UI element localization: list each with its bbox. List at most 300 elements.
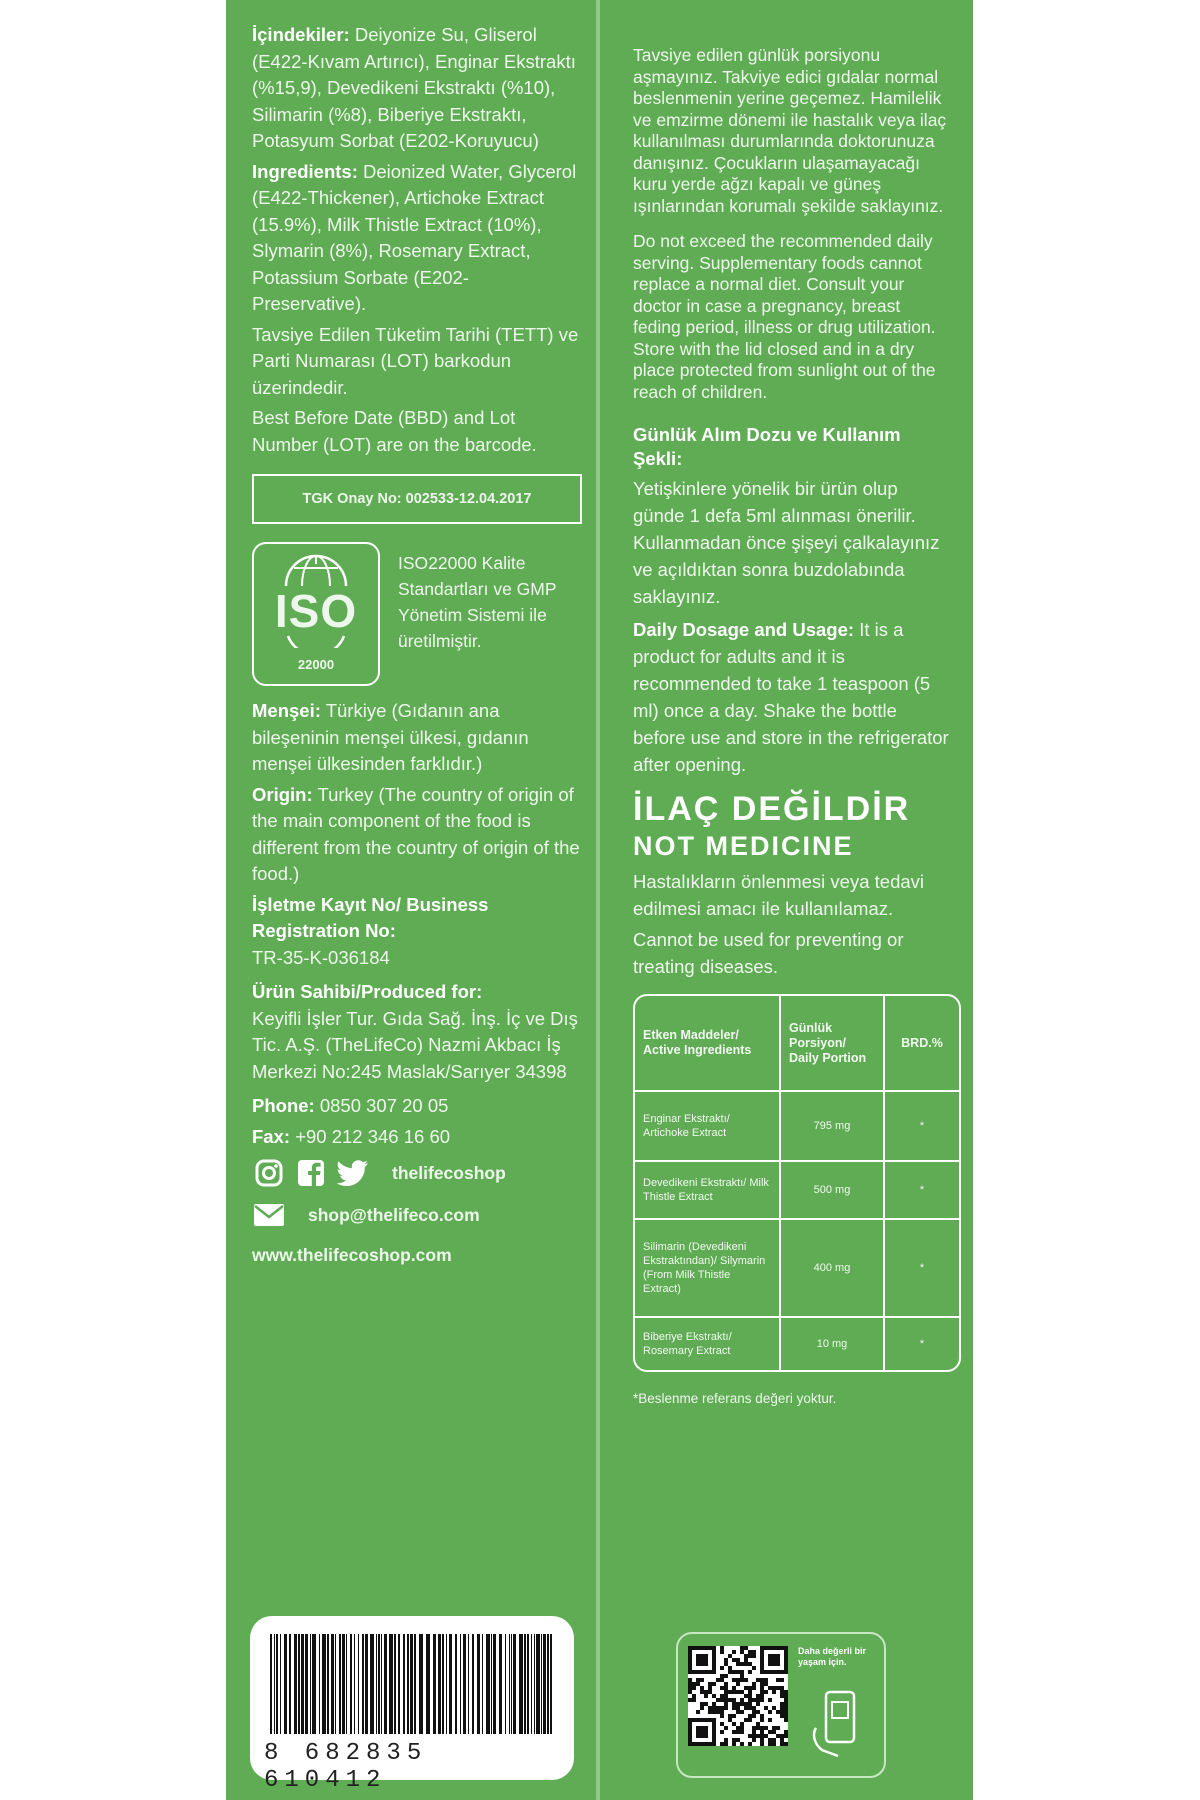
barcode-bar (298, 1634, 300, 1734)
qr-module (700, 1678, 704, 1682)
barcode-bar (376, 1634, 377, 1734)
qr-module (760, 1690, 764, 1694)
qr-module (696, 1658, 700, 1662)
barcode-bar (370, 1634, 374, 1734)
iso-badge-number: 22000 (297, 656, 335, 672)
qr-module (780, 1678, 784, 1682)
qr-code[interactable] (688, 1646, 788, 1746)
qr-module (752, 1726, 756, 1730)
qr-module (688, 1682, 692, 1686)
qr-module (688, 1646, 692, 1650)
qr-module (784, 1714, 788, 1718)
barcode-bar (477, 1634, 480, 1734)
dosage-tr-text: Yetişkinlere yönelik bir ürün olup günde 1 defa 5ml alınması önerilir. Kullanmadan önce şişeyi çalkalayınız ve açıldıktan sonra buzdolabında saklayınız. (633, 478, 940, 607)
qr-module (744, 1694, 748, 1698)
qr-module (768, 1698, 772, 1702)
qr-module (756, 1694, 760, 1698)
barcode-bar (486, 1634, 490, 1734)
qr-module (768, 1670, 772, 1674)
qr-module (780, 1690, 784, 1694)
qr-module (772, 1670, 776, 1674)
medicine-en-text: Cannot be used for preventing or treating diseases. (633, 929, 904, 977)
email-row (252, 1198, 582, 1232)
qr-module (728, 1666, 732, 1670)
email-link[interactable]: shop@thelifeco.com (308, 1204, 480, 1225)
qr-module (732, 1690, 736, 1694)
qr-module (772, 1730, 776, 1734)
barcode-bar (354, 1634, 355, 1734)
twitter-icon[interactable] (336, 1156, 370, 1190)
qr-module (784, 1702, 788, 1706)
qr-module (760, 1718, 764, 1722)
qr-module (724, 1694, 728, 1698)
barcode-bar (493, 1634, 496, 1734)
qr-module (740, 1702, 744, 1706)
qr-module (752, 1686, 756, 1690)
qr-module (784, 1710, 788, 1714)
qr-module (704, 1702, 708, 1706)
table-cell-ingredient: Biberiye Ekstraktı/ Rosemary Extract (635, 1318, 781, 1370)
bbd-note: Best Before Date (BBD) and Lot Number (LOT) are on the barcode. (252, 407, 537, 455)
qr-module (712, 1646, 716, 1650)
barcode-bar (499, 1634, 502, 1734)
qr-module (784, 1646, 788, 1650)
qr-module (760, 1698, 764, 1702)
qr-module (740, 1722, 744, 1726)
qr-module (772, 1738, 776, 1742)
qr-module (708, 1718, 712, 1722)
qr-module (692, 1718, 696, 1722)
qr-module (704, 1726, 708, 1730)
qr-module (732, 1702, 736, 1706)
qr-module (700, 1654, 704, 1658)
qr-module (748, 1670, 752, 1674)
qr-module (784, 1690, 788, 1694)
qr-module (784, 1654, 788, 1658)
qr-module (784, 1670, 788, 1674)
qr-module (776, 1654, 780, 1658)
qr-module (720, 1730, 724, 1734)
qr-module (768, 1658, 772, 1662)
qr-module (772, 1654, 776, 1658)
qr-module (688, 1658, 692, 1662)
barcode-bar (339, 1634, 341, 1734)
qr-module (724, 1698, 728, 1702)
qr-module (776, 1658, 780, 1662)
barcode-bar (519, 1634, 523, 1734)
qr-module (784, 1742, 788, 1746)
qr-module (784, 1650, 788, 1654)
qr-module (732, 1698, 736, 1702)
qr-module (760, 1694, 764, 1698)
qr-module (696, 1678, 700, 1682)
qr-module (776, 1646, 780, 1650)
social-handle[interactable]: thelifecoshop (392, 1162, 506, 1183)
qr-module (784, 1662, 788, 1666)
barcode-bar (524, 1634, 526, 1734)
qr-module (728, 1654, 732, 1658)
table-cell-ingredient: Silimarin (Devedikeni Ekstraktından)/ Silymarin (From Milk Thistle Extract) (635, 1220, 781, 1318)
barcode-bar (289, 1634, 291, 1734)
qr-module (696, 1730, 700, 1734)
instagram-icon[interactable] (252, 1156, 286, 1190)
qr-module (764, 1678, 768, 1682)
qr-module (732, 1742, 736, 1746)
qr-module (724, 1742, 728, 1746)
qr-module (700, 1670, 704, 1674)
barcode-bar (294, 1634, 297, 1734)
barcode-bar (322, 1634, 326, 1734)
phone-number: 0850 307 20 05 (319, 1095, 449, 1116)
barcode-bar (381, 1634, 382, 1734)
qr-module (704, 1658, 708, 1662)
barcode-number: 8 682835 610412 (264, 1740, 428, 1794)
fax-label: Fax: (252, 1125, 291, 1147)
iso-certification (252, 542, 582, 686)
qr-module (760, 1734, 764, 1738)
table-cell-ingredient: Enginar Ekstraktı/ Artichoke Extract (635, 1092, 781, 1162)
qr-note: Daha değerli bir yaşam için. (798, 1646, 867, 1667)
qr-module (712, 1710, 716, 1714)
qr-module (736, 1702, 740, 1706)
qr-module (696, 1710, 700, 1714)
table-cell-ingredient: Devedikeni Ekstraktı/ Milk Thistle Extract (635, 1162, 781, 1220)
left-column (252, 22, 582, 1269)
qr-module (700, 1742, 704, 1746)
qr-module (720, 1674, 724, 1678)
dosage-en-label: Daily Dosage and Usage: (633, 619, 855, 640)
qr-module (752, 1682, 756, 1686)
barcode-bar (543, 1634, 546, 1734)
qr-module (768, 1718, 772, 1722)
qr-module (700, 1734, 704, 1738)
qr-module (752, 1666, 756, 1670)
qr-module (700, 1686, 704, 1690)
qr-module (708, 1682, 712, 1686)
qr-module (724, 1738, 728, 1742)
qr-module (784, 1718, 788, 1722)
qr-module (732, 1738, 736, 1742)
qr-module (744, 1662, 748, 1666)
barcode-bar (455, 1634, 457, 1734)
medicine-tr-text: Hastalıkların önlenmesi veya tedavi edilmesi amacı ile kullanılamaz. (633, 871, 925, 919)
qr-module (736, 1738, 740, 1742)
qr-module (704, 1662, 708, 1666)
barcode-bar (460, 1634, 461, 1734)
qr-module (724, 1726, 728, 1730)
qr-module (748, 1742, 752, 1746)
qr-module (688, 1730, 692, 1734)
qr-module (760, 1662, 764, 1666)
ingredients-en-text: Deionized Water, Glycerol (E422-Thickener), Artichoke Extract (15.9%), Milk Thistle Extract (10%), Slymarin (8%), Rosemary Extract, Potassium Sorbate (E202-Preservative). (252, 160, 577, 314)
qr-module (712, 1662, 716, 1666)
not-medicine-heading-tr: İLAÇ DEĞİLDİR (633, 790, 911, 828)
origin-tr-label: Menşei: (252, 700, 321, 721)
qr-module (688, 1718, 692, 1722)
qr-module (784, 1706, 788, 1710)
qr-module (724, 1702, 728, 1706)
qr-module (740, 1698, 744, 1702)
fax-line (252, 1124, 582, 1151)
qr-module (752, 1698, 756, 1702)
qr-module (696, 1662, 700, 1666)
barcode-bar (511, 1634, 512, 1734)
qr-module (736, 1706, 740, 1710)
qr-module (740, 1710, 744, 1714)
barcode-bar (270, 1634, 272, 1734)
barcode-bar (463, 1634, 466, 1734)
qr-module (764, 1734, 768, 1738)
ingredients-en (252, 159, 582, 318)
qr-module (772, 1658, 776, 1662)
qr-module (744, 1654, 748, 1658)
qr-module (740, 1678, 744, 1682)
qr-module (720, 1646, 724, 1650)
qr-module (712, 1702, 716, 1706)
table-header-portion: Günlük Porsiyon/ Daily Portion (781, 996, 885, 1092)
qr-module (780, 1734, 784, 1738)
qr-module (732, 1670, 736, 1674)
qr-module (772, 1690, 776, 1694)
origin-en-label: Origin: (252, 783, 313, 805)
qr-module (712, 1734, 716, 1738)
barcode-bar (350, 1634, 352, 1734)
barcode-bar (331, 1634, 334, 1734)
qr-module (704, 1646, 708, 1650)
qr-module (740, 1726, 744, 1730)
qr-module (712, 1706, 716, 1710)
qr-module (696, 1734, 700, 1738)
qr-module (768, 1738, 772, 1742)
qr-module (712, 1730, 716, 1734)
qr-module (760, 1714, 764, 1718)
dosage-tr-label: Günlük Alım Dozu ve Kullanım Şekli: (633, 424, 901, 469)
barcode-bar (446, 1634, 447, 1734)
business-label: İşletme Kayıt No/ Business Registration No: (252, 893, 489, 941)
barcode-bar (449, 1634, 452, 1734)
qr-module (784, 1730, 788, 1734)
qr-module (748, 1734, 752, 1738)
qr-module (704, 1742, 708, 1746)
table-cell-brd: * (885, 1162, 959, 1220)
barcode-bar (433, 1634, 436, 1734)
barcode-bars (270, 1634, 554, 1734)
barcode-bar (414, 1634, 416, 1734)
qr-module (716, 1678, 720, 1682)
barcode-bar (419, 1634, 423, 1734)
barcode-bar (319, 1634, 320, 1734)
qr-module (688, 1742, 692, 1746)
qr-module (760, 1666, 764, 1670)
qr-module (700, 1730, 704, 1734)
qr-module (716, 1706, 720, 1710)
qr-module (712, 1670, 716, 1674)
barcode-bar (305, 1634, 308, 1734)
qr-module (756, 1698, 760, 1702)
ingredients-tr-text: Deiyonize Su, Gliserol (E422-Kıvam Artırıcı), Enginar Ekstraktı (%15,9), Devedikeni Ekstraktı (%10), Silimarin (%8), Biberiye Ekstraktı, Potasyum Sorbat (E202-Koruyucu) (252, 24, 576, 151)
qr-module (748, 1694, 752, 1698)
qr-module (688, 1738, 692, 1742)
qr-module (696, 1670, 700, 1674)
qr-module (720, 1710, 724, 1714)
qr-module (772, 1686, 776, 1690)
qr-module (720, 1678, 724, 1682)
qr-module (776, 1686, 780, 1690)
active-ingredients-table (633, 994, 961, 1372)
qr-module (700, 1690, 704, 1694)
qr-module (776, 1726, 780, 1730)
barcode-bar (342, 1634, 345, 1734)
barcode-bar (472, 1634, 474, 1734)
origin-tr-country: Türkiye (325, 700, 387, 721)
qr-module (688, 1678, 692, 1682)
qr-module (736, 1730, 740, 1734)
qr-module (744, 1686, 748, 1690)
barcode-bar (527, 1634, 529, 1734)
qr-module (764, 1726, 768, 1730)
qr-module (780, 1686, 784, 1690)
qr-module (748, 1662, 752, 1666)
qr-module (760, 1726, 764, 1730)
qr-module (736, 1682, 740, 1686)
qr-module (776, 1670, 780, 1674)
qr-module (756, 1734, 760, 1738)
qr-module (740, 1670, 744, 1674)
qr-module (692, 1694, 696, 1698)
qr-module (724, 1682, 728, 1686)
qr-module (688, 1662, 692, 1666)
qr-module (752, 1734, 756, 1738)
qr-module (692, 1670, 696, 1674)
qr-module (740, 1742, 744, 1746)
qr-module (724, 1674, 728, 1678)
qr-module (784, 1698, 788, 1702)
barcode-area (250, 1616, 574, 1794)
qr-module (744, 1646, 748, 1650)
qr-module (700, 1662, 704, 1666)
qr-module (740, 1690, 744, 1694)
barcode-bar (468, 1634, 469, 1734)
qr-module (752, 1706, 756, 1710)
barcode-bar (394, 1634, 396, 1734)
qr-module (720, 1650, 724, 1654)
qr-module (720, 1698, 724, 1702)
qr-module (692, 1698, 696, 1702)
qr-module (768, 1730, 772, 1734)
barcode-bar (362, 1634, 364, 1734)
barcode-bar (301, 1634, 304, 1734)
qr-module (732, 1678, 736, 1682)
qr-module (700, 1726, 704, 1730)
qr-module (760, 1682, 764, 1686)
qr-module (760, 1742, 764, 1746)
qr-module (760, 1738, 764, 1742)
qr-module (704, 1670, 708, 1674)
qr-module (704, 1730, 708, 1734)
qr-module (768, 1654, 772, 1658)
qr-module (740, 1646, 744, 1650)
barcode-bar (284, 1634, 287, 1734)
qr-module (688, 1722, 692, 1726)
social-row (252, 1156, 582, 1190)
qr-module (776, 1662, 780, 1666)
table-cell-portion: 795 mg (781, 1092, 885, 1162)
qr-module (728, 1670, 732, 1674)
iso-badge-title: ISO (274, 584, 358, 637)
barcode-bar (442, 1634, 444, 1734)
qr-module (708, 1686, 712, 1690)
barcode-bar (403, 1634, 405, 1734)
qr-module (736, 1658, 740, 1662)
phone-line (252, 1093, 582, 1120)
barcode-bar (410, 1634, 413, 1734)
qr-module (724, 1662, 728, 1666)
barcode-bar (513, 1634, 516, 1734)
barcode-bar (491, 1634, 492, 1734)
qr-module (688, 1654, 692, 1658)
qr-module (708, 1706, 712, 1710)
website-link[interactable]: www.thelifecoshop.com (252, 1245, 452, 1265)
barcode-bar (398, 1634, 400, 1734)
qr-module (764, 1682, 768, 1686)
qr-module (688, 1686, 692, 1690)
facebook-icon[interactable] (294, 1156, 328, 1190)
qr-module (776, 1678, 780, 1682)
barcode-bar (534, 1634, 535, 1734)
barcode-bar (274, 1634, 275, 1734)
qr-module (736, 1662, 740, 1666)
qr-module (712, 1718, 716, 1722)
qr-module (712, 1738, 716, 1742)
barcode-bar (276, 1634, 278, 1734)
dosage-en (633, 616, 951, 778)
qr-module (712, 1650, 716, 1654)
qr-module (756, 1722, 760, 1726)
qr-module (712, 1694, 716, 1698)
qr-module (724, 1706, 728, 1710)
qr-module (748, 1706, 752, 1710)
qr-module (784, 1734, 788, 1738)
qr-module (748, 1702, 752, 1706)
barcode-bar (310, 1634, 311, 1734)
qr-module (692, 1682, 696, 1686)
qr-module (708, 1710, 712, 1714)
qr-module (720, 1666, 724, 1670)
phone-label: Phone: (252, 1095, 315, 1116)
qr-module (780, 1742, 784, 1746)
qr-module (688, 1734, 692, 1738)
business-registration (252, 892, 582, 972)
qr-module (712, 1726, 716, 1730)
qr-module (780, 1702, 784, 1706)
qr-module (772, 1742, 776, 1746)
qr-module (712, 1658, 716, 1662)
business-number: TR-35-K-036184 (252, 946, 390, 968)
qr-module (736, 1670, 740, 1674)
qr-module (728, 1714, 732, 1718)
qr-module (708, 1646, 712, 1650)
qr-module (688, 1650, 692, 1654)
qr-module (716, 1710, 720, 1714)
qr-module (736, 1726, 740, 1730)
qr-module (784, 1658, 788, 1662)
qr-module (720, 1742, 724, 1746)
origin-en-country: Turkey (317, 783, 374, 805)
qr-module (772, 1662, 776, 1666)
phone-scan-icon (808, 1688, 868, 1758)
qr-module (768, 1662, 772, 1666)
qr-module (760, 1646, 764, 1650)
